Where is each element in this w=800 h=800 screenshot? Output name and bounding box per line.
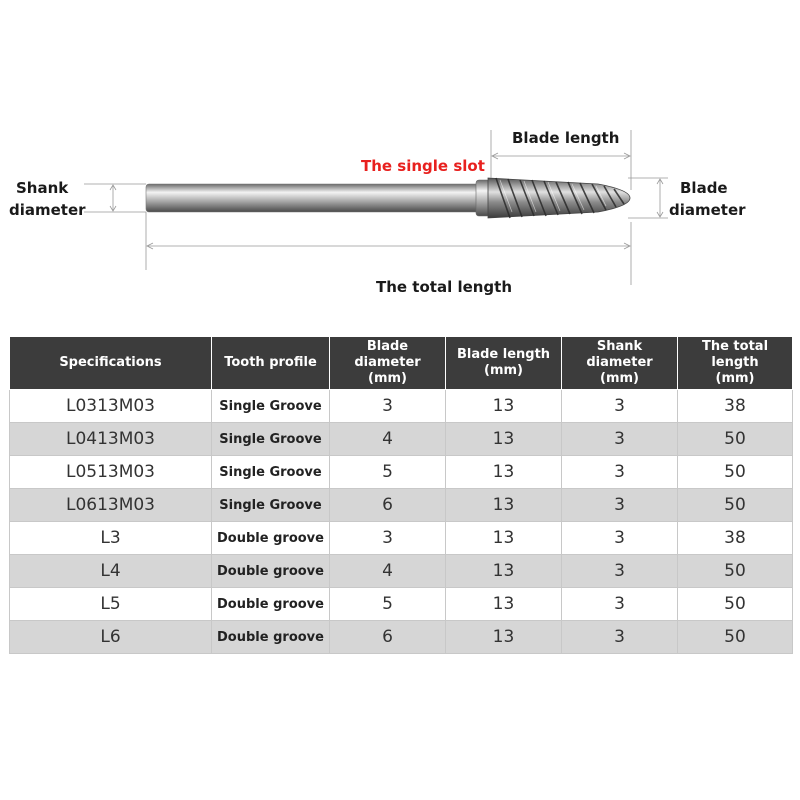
- cell-total-length: 50: [678, 489, 793, 522]
- header-specifications: Specifications: [10, 337, 212, 390]
- table-row: [10, 621, 793, 654]
- total-length-label: The total length: [376, 278, 513, 296]
- cell-spec: L4: [10, 555, 212, 588]
- cell-total-length: 50: [678, 423, 793, 456]
- cell-spec: L5: [10, 588, 212, 621]
- cell-spec: L6: [10, 621, 212, 654]
- tool-diagram: [0, 0, 800, 320]
- cell-total-length: 50: [678, 621, 793, 654]
- table-row: [10, 588, 793, 621]
- cell-shank-diameter: 3: [562, 423, 678, 456]
- cell-blade-length: 13: [446, 456, 562, 489]
- table-row: [10, 489, 793, 522]
- cell-shank-diameter: 3: [562, 621, 678, 654]
- cutting-head: [488, 178, 630, 218]
- shank-diameter-label-line2: diameter: [9, 201, 86, 219]
- cell-tooth: Single Groove: [212, 423, 330, 456]
- table-row: [10, 456, 793, 489]
- cell-tooth: Single Groove: [212, 489, 330, 522]
- header-blade-diameter: Blade diameter (mm): [330, 337, 446, 390]
- cell-tooth: Double groove: [212, 621, 330, 654]
- header-shank-diameter: Shank diameter (mm): [562, 337, 678, 390]
- cell-tooth: Single Groove: [212, 390, 330, 423]
- cell-blade-length: 13: [446, 621, 562, 654]
- table-row: [10, 522, 793, 555]
- cell-tooth: Double groove: [212, 522, 330, 555]
- cell-spec: L3: [10, 522, 212, 555]
- cell-spec: L0613M03: [10, 489, 212, 522]
- cell-blade-length: 13: [446, 489, 562, 522]
- cell-blade-length: 13: [446, 390, 562, 423]
- cell-blade-length: 13: [446, 522, 562, 555]
- cell-tooth: Double groove: [212, 555, 330, 588]
- cell-tooth: Double groove: [212, 588, 330, 621]
- cell-total-length: 50: [678, 555, 793, 588]
- cell-total-length: 38: [678, 522, 793, 555]
- cell-shank-diameter: 3: [562, 522, 678, 555]
- cell-blade-length: 13: [446, 423, 562, 456]
- cell-shank-diameter: 3: [562, 588, 678, 621]
- table-row: [10, 555, 793, 588]
- blade-diameter-label-line1: Blade: [680, 179, 728, 197]
- cell-spec: L0313M03: [10, 390, 212, 423]
- cell-blade-diameter: 3: [330, 390, 446, 423]
- spec-table: [9, 336, 793, 654]
- shank-diameter-label-line1: Shank: [16, 179, 69, 197]
- cell-blade-diameter: 5: [330, 588, 446, 621]
- cell-blade-diameter: 5: [330, 456, 446, 489]
- cell-spec: L0413M03: [10, 423, 212, 456]
- cell-blade-diameter: 4: [330, 555, 446, 588]
- cell-shank-diameter: 3: [562, 555, 678, 588]
- header-blade-length: Blade length (mm): [446, 337, 562, 390]
- cell-blade-diameter: 6: [330, 489, 446, 522]
- single-slot-label: The single slot: [361, 157, 485, 175]
- cell-blade-length: 13: [446, 555, 562, 588]
- cell-shank-diameter: 3: [562, 456, 678, 489]
- cell-spec: L0513M03: [10, 456, 212, 489]
- cell-blade-length: 13: [446, 588, 562, 621]
- blade-diameter-label-line2: diameter: [669, 201, 746, 219]
- blade-length-label: Blade length: [512, 129, 620, 147]
- header-total-length: The total length (mm): [678, 337, 793, 390]
- header-tooth-profile: Tooth profile: [212, 337, 330, 390]
- cell-blade-diameter: 3: [330, 522, 446, 555]
- cell-total-length: 50: [678, 456, 793, 489]
- table-header-row: [10, 337, 793, 390]
- cell-shank-diameter: 3: [562, 489, 678, 522]
- cell-shank-diameter: 3: [562, 390, 678, 423]
- table-row: [10, 390, 793, 423]
- cell-blade-diameter: 4: [330, 423, 446, 456]
- cell-total-length: 38: [678, 390, 793, 423]
- cell-tooth: Single Groove: [212, 456, 330, 489]
- table-row: [10, 423, 793, 456]
- cell-total-length: 50: [678, 588, 793, 621]
- shank: [146, 184, 480, 212]
- cell-blade-diameter: 6: [330, 621, 446, 654]
